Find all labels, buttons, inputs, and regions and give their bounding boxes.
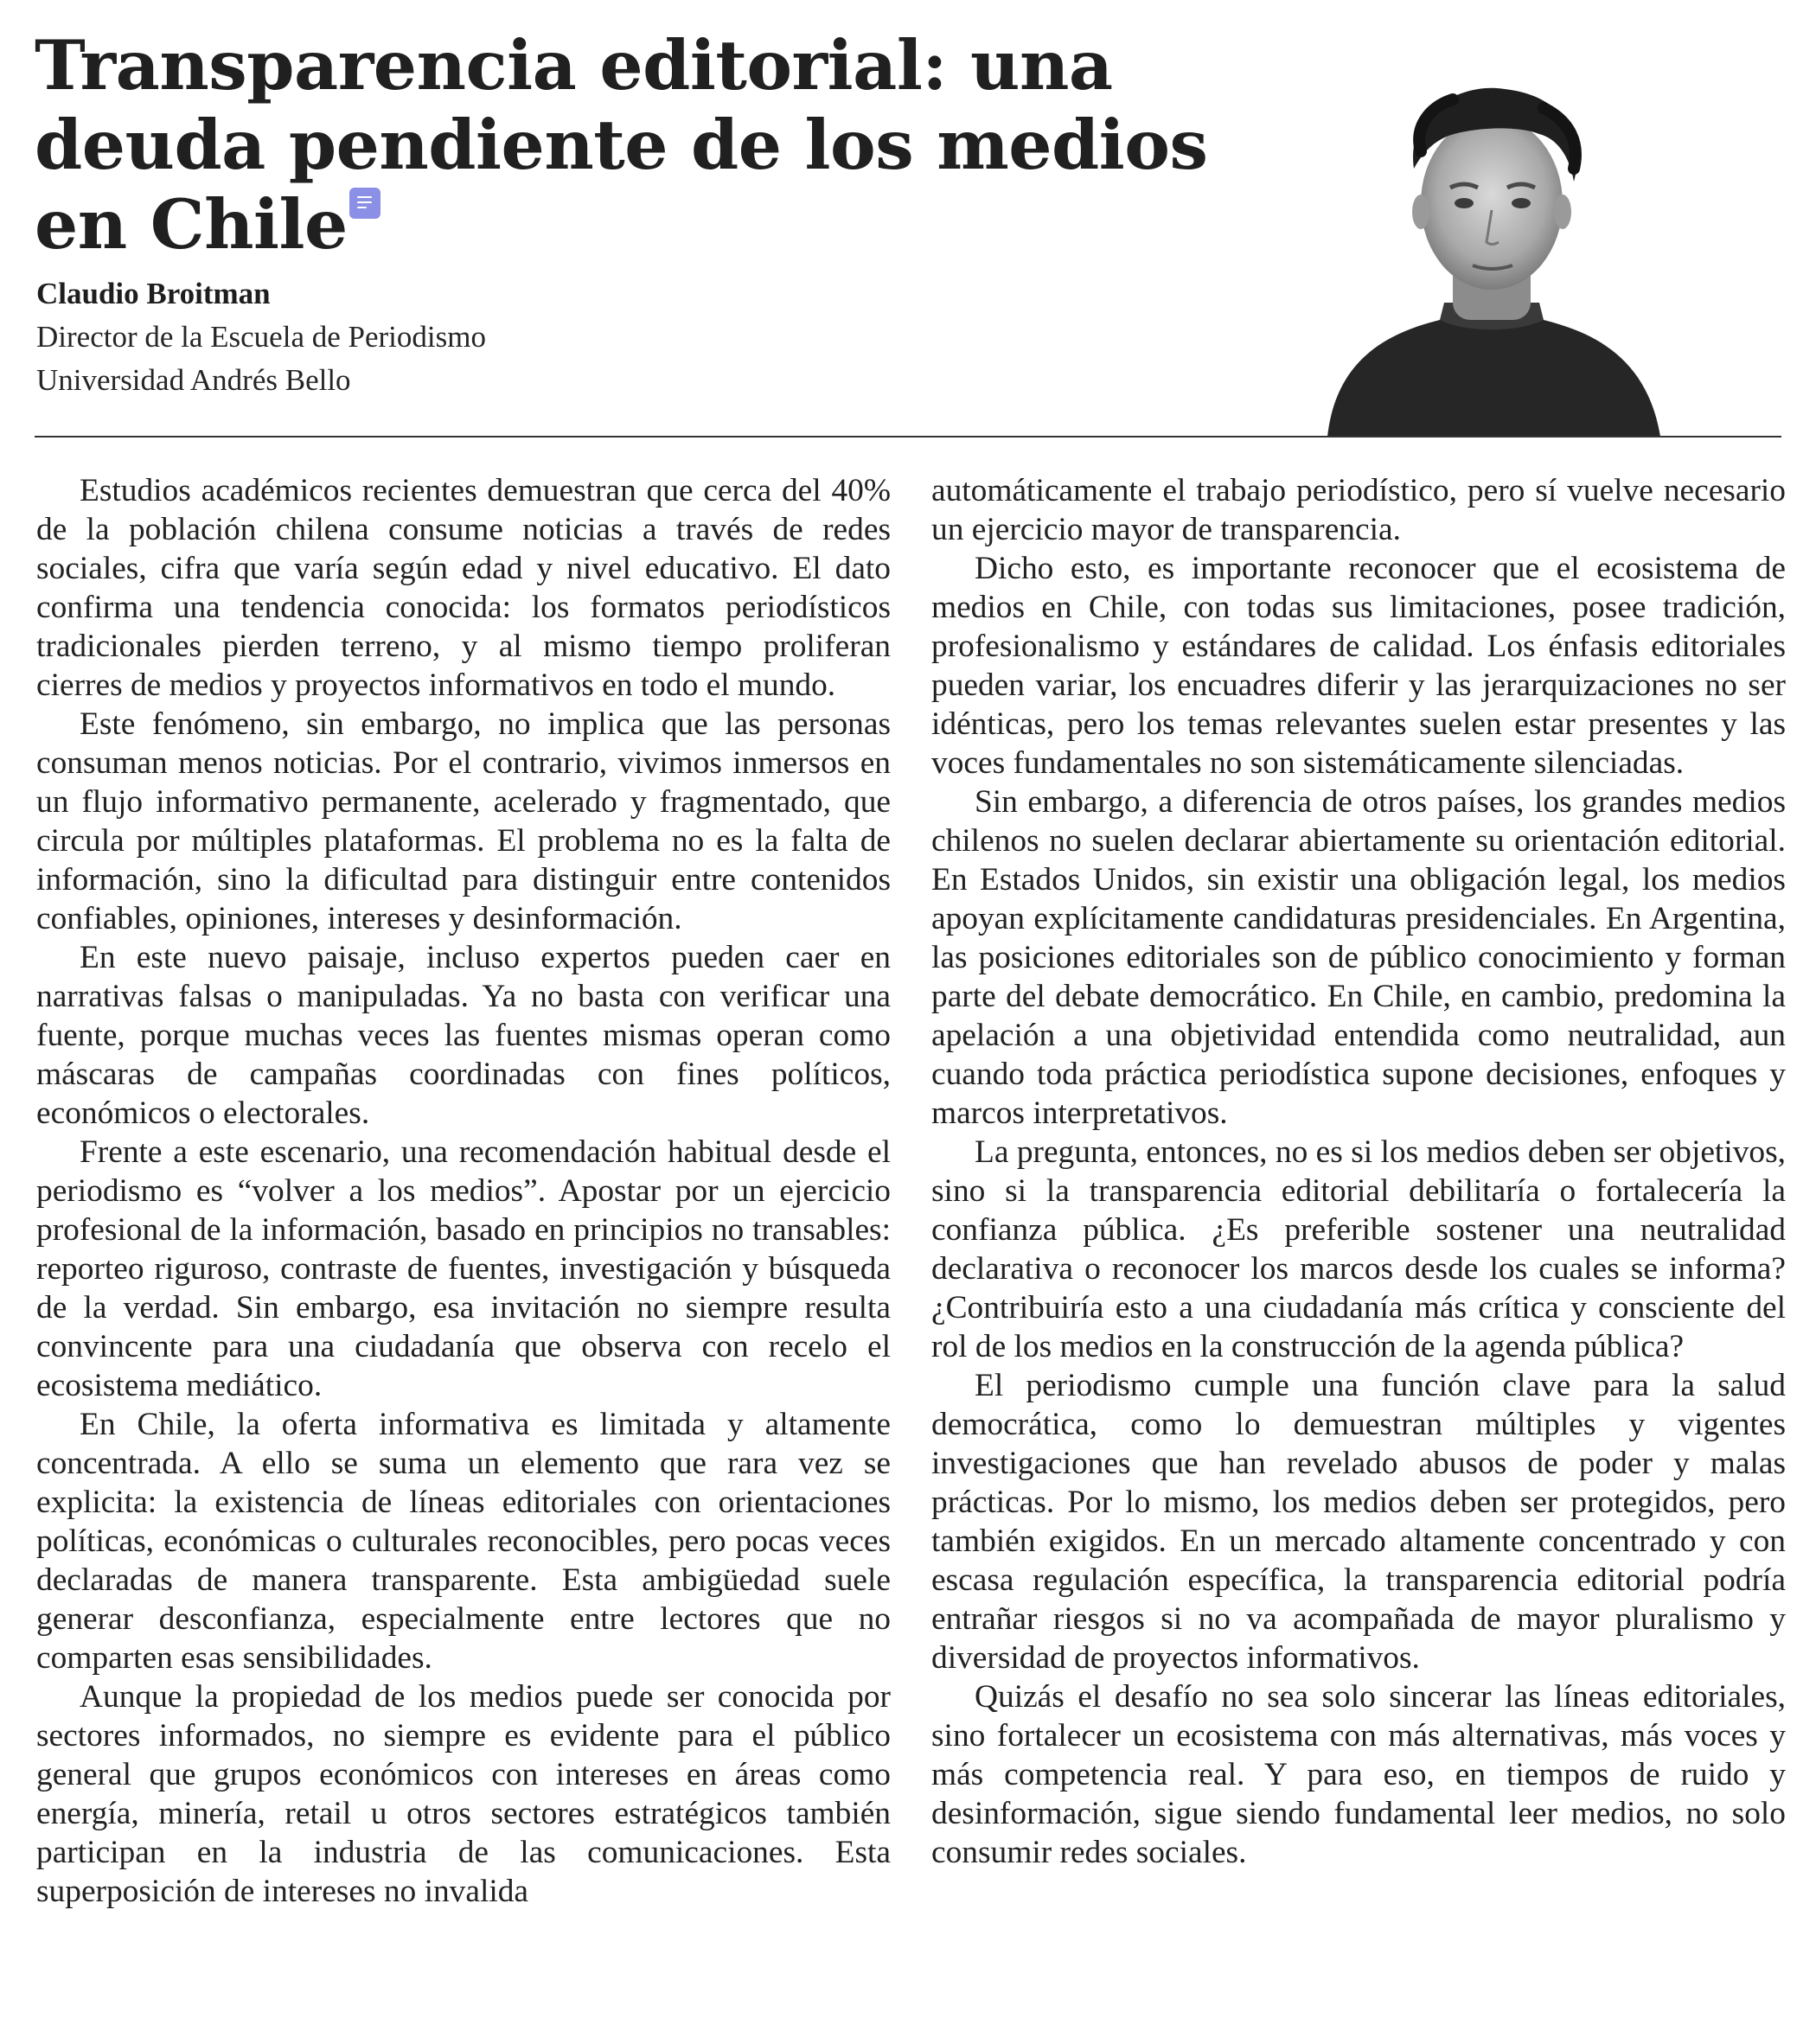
paragraph: Este fenómeno, sin embargo, no implica que las personas consuman menos noticias. Por el contrario, vivimos inmersos en un flujo informativo permanente, acelerado y fragmentado, que circula por múltiples plataformas. El problema no es la falta de información, sino la dificultad para distinguir entre contenidos confiables, opiniones, intereses y desinformación. bbox=[36, 706, 891, 936]
paragraph: Aunque la propiedad de los medios puede ser conocida por sectores informados, no siempre es evidente para el público general que grupos económicos con intereses en áreas como energía, minería, retail u otros sectores estratégicos también participan en la industria de las comunicaciones. Esta superposición de intereses no invalida bbox=[36, 1679, 891, 1909]
author-photo bbox=[1310, 73, 1673, 437]
paragraph: Quizás el desafío no sea solo sincerar las líneas editoriales, sino fortalecer un ecosistema con más alternativas, más voces y más competencia real. Y para eso, en tiempos de ruido y desinformación, sigue siendo fundamental leer medios, no solo consumir redes sociales. bbox=[931, 1679, 1786, 1870]
header-divider bbox=[35, 436, 1781, 438]
paragraph: Frente a este escenario, una recomendación habitual desde el periodismo es “volver a los medios”. Apostar por un ejercicio profesional de la información, basado en principios no transables: reporteo riguroso, contraste de fuentes, investigación y búsqueda de la verdad. Sin embargo, esa invitación no siempre resulta convincente para una ciudadanía que observa con recelo el ecosistema mediático. bbox=[36, 1134, 891, 1403]
paragraph: Dicho esto, es importante reconocer que el ecosistema de medios en Chile, con todas sus limitaciones, posee tradición, profesionalismo y estándares de calidad. Los énfasis editoriales pueden variar, los encuadres diferir y las jerarquizaciones no ser idénticas, pero los temas relevantes suelen estar presentes y las voces fundamentales no son sistemáticamente silenciadas. bbox=[931, 551, 1786, 781]
paragraph: La pregunta, entonces, no es si los medios deben ser objetivos, sino si la transparencia editorial debilitaría o fortalecería la confianza pública. ¿Es preferible sostener una neutralidad declarativa o reconocer los marcos desde los cuales se informa? ¿Contribuiría esto a una ciudadanía más crítica y consciente del rol de los medios en la construcción de la agenda pública? bbox=[931, 1134, 1786, 1364]
paragraph: El periodismo cumple una función clave para la salud democrática, como lo demuestran múltiples y vigentes investigaciones que han revelado abusos de poder y malas prácticas. Por lo mismo, los medios deben ser protegidos, pero también exigidos. En un mercado altamente concentrado y con escasa regulación específica, la transparencia editorial podría entrañar riesgos si no va acompañada de mayor pluralismo y diversidad de proyectos informativos. bbox=[931, 1368, 1786, 1676]
paragraph: Sin embargo, a diferencia de otros países, los grandes medios chilenos no suelen declarar abiertamente su orientación editorial. En Estados Unidos, sin existir una obligación legal, los medios apoyan explícitamente candidaturas presidenciales. En Argentina, las posiciones editoriales son de público conocimiento y forman parte del debate democrático. En Chile, en cambio, predomina la apelación a una objetividad entendida como neutralidad, aun cuando toda práctica periodística supone decisiones, enfoques y marcos interpretativos. bbox=[931, 784, 1786, 1131]
author-byline bbox=[36, 272, 728, 402]
paragraph: En este nuevo paisaje, incluso expertos pueden caer en narrativas falsas o manipuladas. Ya no basta con verificar una fuente, porque muchas veces las fuentes mismas operan como máscaras de campañas coordinadas con fines políticos, económicos o electorales. bbox=[36, 940, 891, 1131]
article-column-2 bbox=[931, 471, 1786, 1872]
article-column-1 bbox=[36, 471, 891, 1911]
paragraph: Estudios académicos recientes demuestran que cerca del 40% de la población chilena consume noticias a través de redes sociales, cifra que varía según edad y nivel educativo. El dato confirma una tendencia conocida: los formatos periodísticos tradicionales pierden terreno, y al mismo tiempo proliferan cierres de medios y proyectos informativos en todo el mundo. bbox=[36, 473, 891, 703]
paragraph: En Chile, la oferta informativa es limitada y altamente concentrada. A ello se suma un elemento que rara vez se explicita: la existencia de líneas editoriales con orientaciones políticas, económicas o culturales reconocibles, pero pocas veces declaradas de manera transparente. Esta ambigüedad suele generar desconfianza, especialmente entre lectores que no comparten esas sensibilidades. bbox=[36, 1407, 891, 1676]
author-role: Director de la Escuela de Periodismo bbox=[36, 320, 486, 354]
author-institution: Universidad Andrés Bello bbox=[36, 363, 351, 397]
article-headline: Transparencia editorial: una deuda pendiente de los medios en Chile bbox=[35, 25, 1208, 265]
author-name: Claudio Broitman bbox=[36, 277, 271, 310]
note-icon[interactable] bbox=[349, 188, 380, 219]
paragraph-continuation: automáticamente el trabajo periodístico, pero sí vuelve necesario un ejercicio mayor de transparencia. bbox=[931, 473, 1786, 547]
